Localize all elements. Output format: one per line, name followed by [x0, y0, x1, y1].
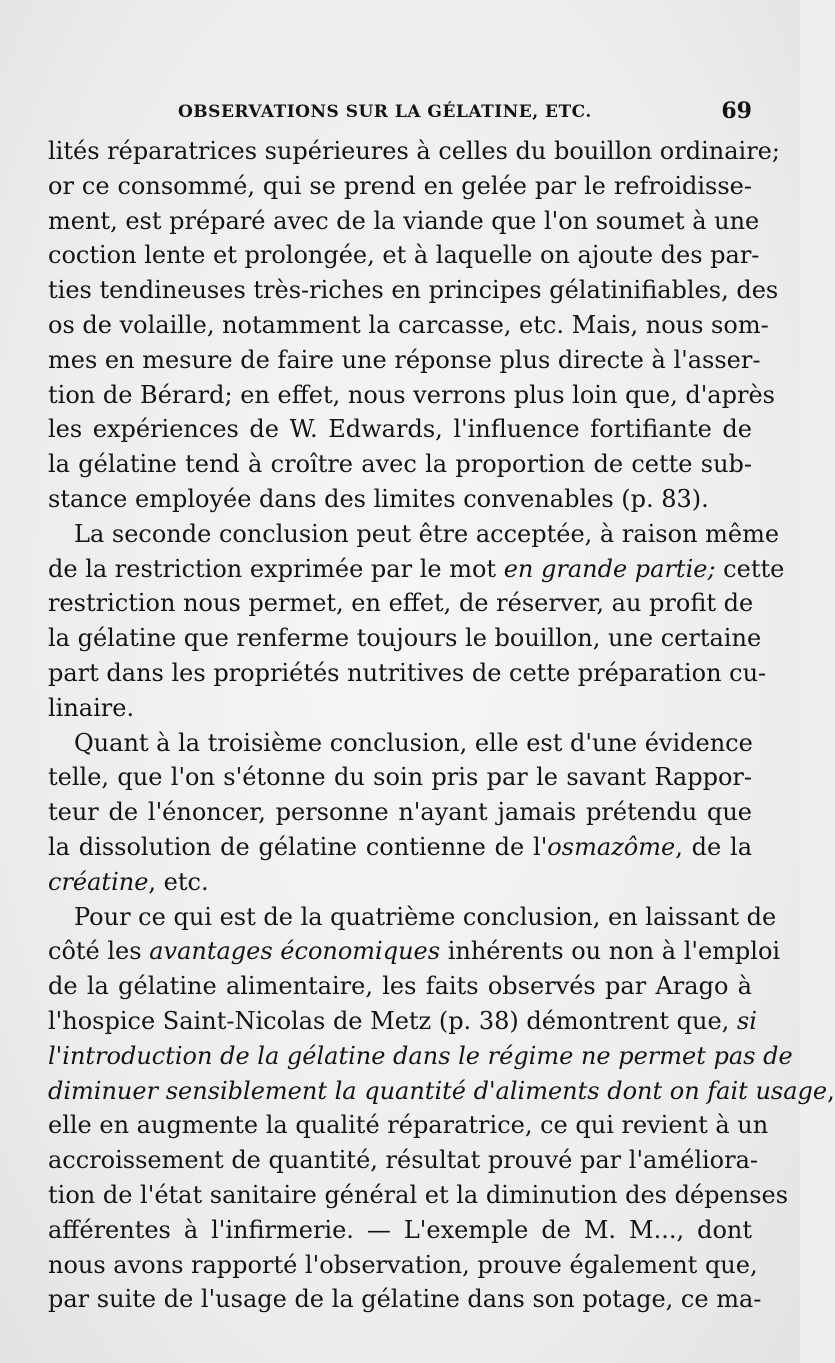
text-line: elle en augmente la qualité réparatrice, ce qui revient à un	[48, 1111, 769, 1140]
page-header	[48, 100, 752, 130]
text-run: la dissolution de gélatine contienne de l'	[48, 832, 548, 861]
italic-text-run: diminuer sensiblement la quantité d'aliments dont on fait usage	[48, 1076, 828, 1105]
text-line: La seconde conclusion peut être acceptée, à raison même	[74, 519, 780, 548]
text-line: lités réparatrices supérieures à celles du bouillon ordinaire;	[48, 137, 780, 165]
italic-text-run: avantages économiques	[149, 937, 441, 966]
text-line: or ce consommé, qui se prend en gelée par le refroidisse-	[48, 171, 752, 200]
text-line	[48, 1039, 793, 1074]
text-line: tion de l'état sanitaire général et la diminution des dépenses	[48, 1180, 789, 1209]
text-line: Quant à la troisième conclusion, elle est d'une évidence	[74, 728, 753, 757]
text-line: teur de l'énoncer, personne n'ayant jamais prétendu que	[48, 798, 752, 827]
text-line: ties tendineuses très-riches en principes gélatinifiables, des	[48, 276, 779, 305]
text-run: de la restriction exprimée par le mot	[48, 554, 504, 583]
paragraph	[48, 134, 780, 517]
text-line	[48, 552, 785, 587]
text-run: , etc.	[148, 867, 209, 896]
text-line: telle, que l'on s'étonne du soin pris par le savant Rappor-	[48, 763, 752, 792]
text-line: accroissement de quantité, résultat prouvé par l'améliora-	[48, 1146, 759, 1175]
italic-text-run: créatine	[48, 867, 149, 896]
italic-text-run: osmazôme	[547, 832, 676, 861]
text-line: afférentes à l'infirmerie. — L'exemple de M. M..., dont	[48, 1215, 752, 1244]
text-line: linaire.	[48, 693, 135, 722]
text-line: les expériences de W. Edwards, l'influence fortifiante de	[48, 415, 752, 444]
text-line	[48, 934, 781, 969]
text-line: la gélatine que renferme toujours le bouillon, une certaine	[48, 624, 762, 653]
text-line	[48, 1074, 835, 1109]
page-number: 69	[721, 98, 752, 124]
text-line: mes en mesure de faire une réponse plus directe à l'asser-	[48, 345, 761, 374]
text-line	[48, 1004, 757, 1039]
text-run: cette	[715, 554, 785, 583]
paragraph	[48, 517, 785, 726]
text-run: , de la	[675, 832, 752, 861]
text-run: l'hospice Saint-Nicolas de Metz (p. 38) démontrent que,	[48, 1006, 737, 1035]
text-line	[48, 830, 752, 865]
text-line: tion de Bérard; en effet, nous verrons plus loin que, d'après	[48, 380, 775, 409]
text-run: ,	[827, 1076, 835, 1105]
text-line: os de volaille, notamment la carcasse, etc. Mais, nous som-	[48, 310, 769, 339]
body-text	[48, 134, 835, 1317]
text-line: nous avons rapporté l'observation, prouve également que,	[48, 1250, 758, 1279]
text-line: de la gélatine alimentaire, les faits observés par Arago à	[48, 972, 752, 1001]
paragraph	[48, 726, 752, 900]
text-line: Pour ce qui est de la quatrième conclusion, en laissant de	[74, 902, 777, 931]
text-run: côté les	[48, 937, 150, 966]
running-title: OBSERVATIONS SUR LA GÉLATINE, ETC.	[178, 102, 592, 122]
text-line: part dans les propriétés nutritives de cette préparation cu-	[48, 658, 767, 687]
text-line: stance employée dans des limites convenables (p. 83).	[48, 484, 709, 513]
paragraph	[48, 900, 835, 1318]
text-line: ment, est préparé avec de la viande que l'on soumet à une	[48, 206, 760, 235]
text-line	[48, 865, 752, 900]
text-line: coction lente et prolongée, et à laquelle on ajoute des par-	[48, 241, 760, 270]
text-line: la gélatine tend à croître avec la proportion de cette sub-	[48, 450, 752, 479]
text-run: inhérents ou non à l'emploi	[440, 937, 781, 966]
text-line: par suite de l'usage de la gélatine dans son potage, ce ma-	[48, 1285, 762, 1314]
italic-text-run: si	[736, 1006, 757, 1035]
italic-text-run: l'introduction de la gélatine dans le régime ne permet pas de	[48, 1041, 793, 1070]
italic-text-run: en grande partie;	[503, 554, 716, 583]
text-line: restriction nous permet, en effet, de réserver, au profit de	[48, 589, 754, 618]
